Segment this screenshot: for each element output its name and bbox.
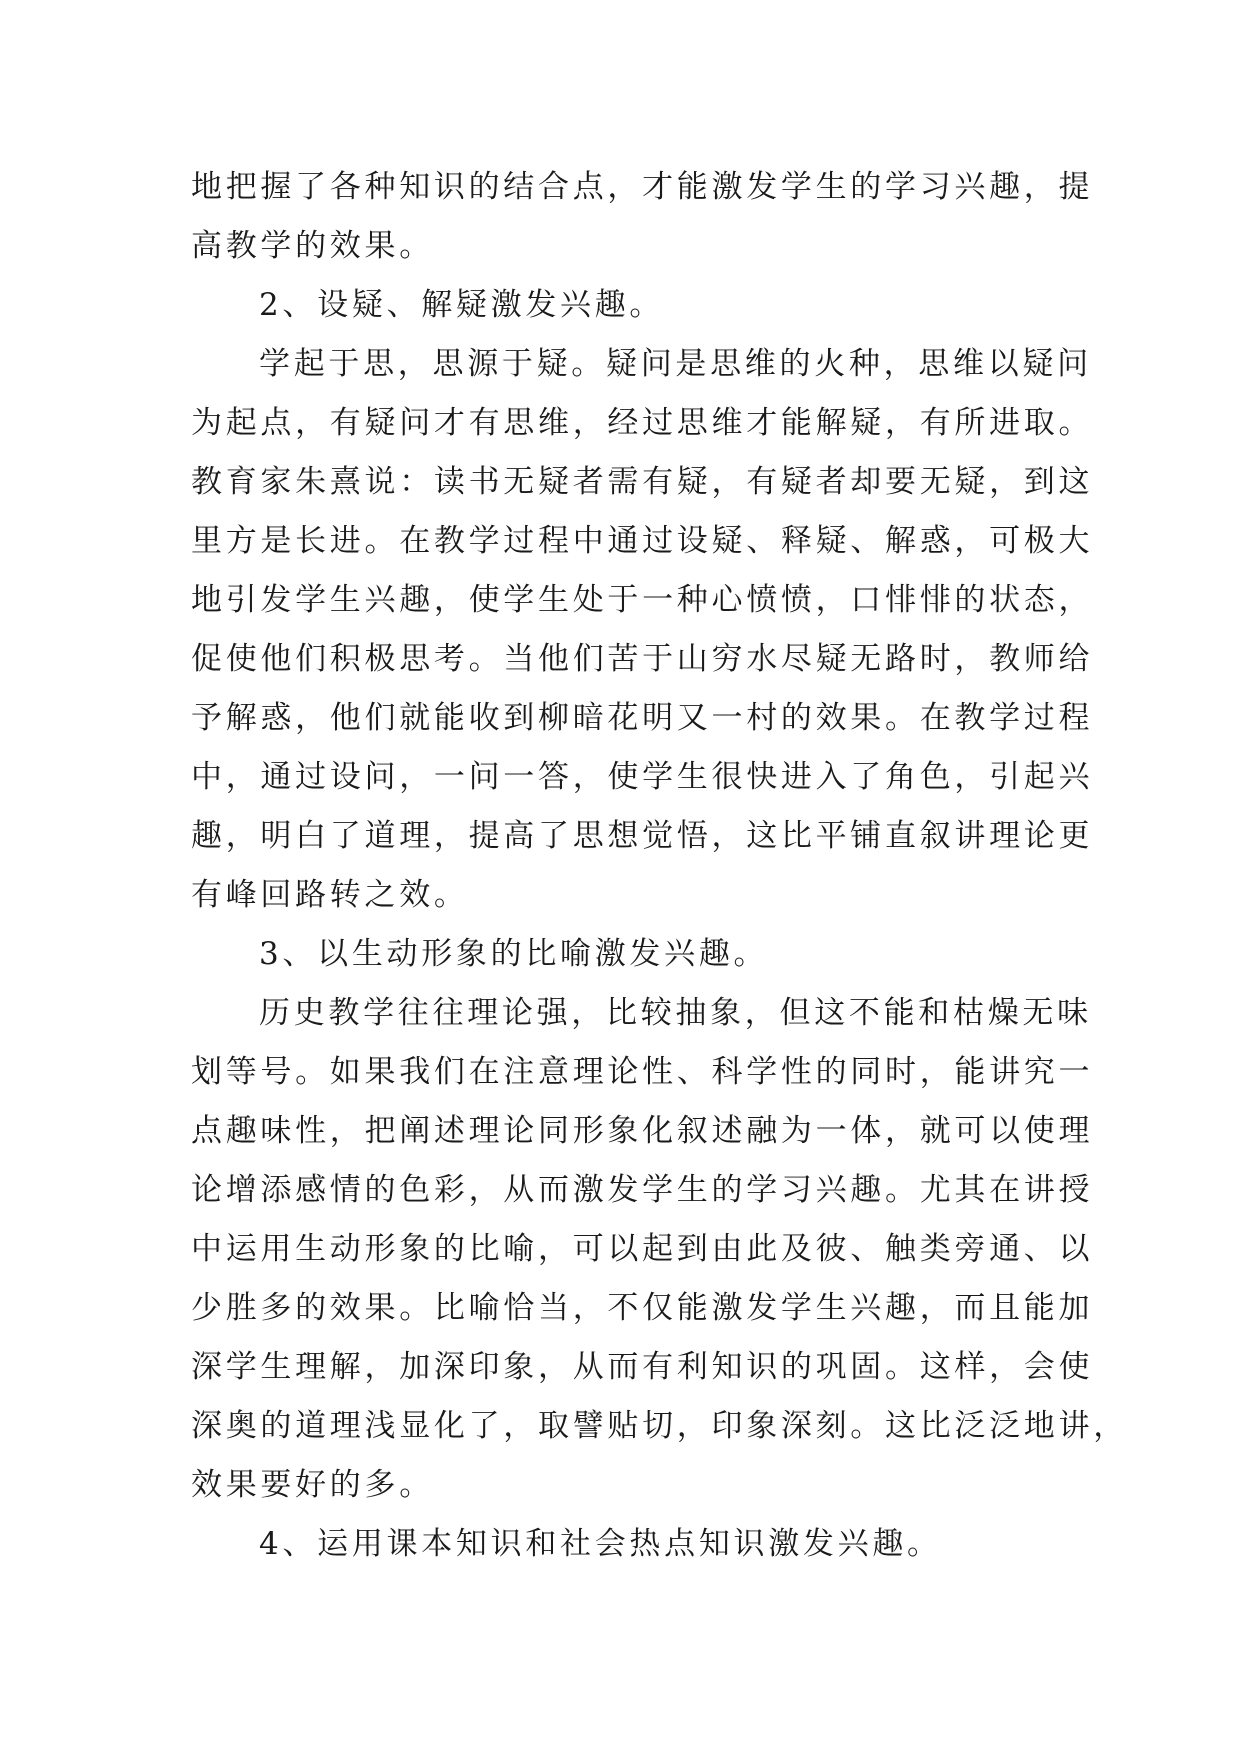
- text-line: 点趣味性，把阐述理论同形象化叙述融为一体，就可以使理: [191, 1113, 1094, 1149]
- text-line: 深奥的道理浅显化了，取譬贴切，印象深刻。这比泛泛地讲，: [191, 1408, 1128, 1444]
- text-line: 论增添感情的色彩，从而激发学生的学习兴趣。尤其在讲授: [191, 1172, 1094, 1208]
- text-line: 为起点，有疑问才有思维，经过思维才能解疑，有所进取。: [191, 405, 1094, 441]
- text-line: 效果要好的多。: [191, 1467, 434, 1503]
- text-line: 予解惑，他们就能收到柳暗花明又一村的效果。在教学过程: [191, 700, 1094, 736]
- text-line: 历史教学往往理论强，比较抽象，但这不能和枯燥无味: [259, 995, 1092, 1031]
- text-line: 趣，明白了道理，提高了思想觉悟，这比平铺直叙讲理论更: [191, 818, 1094, 854]
- text-line: 少胜多的效果。比喻恰当，不仅能激发学生兴趣，而且能加: [191, 1290, 1094, 1326]
- text-line: 地引发学生兴趣，使学生处于一种心愤愤，口悱悱的状态，: [191, 582, 1094, 618]
- text-line: 有峰回路转之效。: [191, 877, 469, 913]
- text-line: 中，通过设问，一问一答，使学生很快进入了角色，引起兴: [191, 759, 1094, 795]
- text-line: 里方是长进。在教学过程中通过设疑、释疑、解惑，可极大: [191, 523, 1094, 559]
- text-line: 教育家朱熹说：读书无疑者需有疑，有疑者却要无疑，到这: [191, 464, 1094, 500]
- text-line: 高教学的效果。: [191, 228, 434, 264]
- text-line: 学起于思，思源于疑。疑问是思维的火种，思维以疑问: [259, 346, 1092, 382]
- text-line: 中运用生动形象的比喻，可以起到由此及彼、触类旁通、以: [191, 1231, 1094, 1267]
- text-line: 地把握了各种知识的结合点，才能激发学生的学习兴趣，提: [191, 169, 1094, 205]
- section-heading: 4、运用课本知识和社会热点知识激发兴趣。: [259, 1526, 942, 1562]
- section-heading: 3、以生动形象的比喻激发兴趣。: [259, 936, 769, 972]
- body-text: [191, 158, 1128, 1574]
- text-line: 深学生理解，加深印象，从而有利知识的巩固。这样，会使: [191, 1349, 1094, 1385]
- section-heading: 2、设疑、解疑激发兴趣。: [259, 287, 665, 323]
- text-line: 促使他们积极思考。当他们苦于山穷水尽疑无路时，教师给: [191, 641, 1094, 677]
- text-line: 划等号。如果我们在注意理论性、科学性的同时，能讲究一: [191, 1054, 1094, 1090]
